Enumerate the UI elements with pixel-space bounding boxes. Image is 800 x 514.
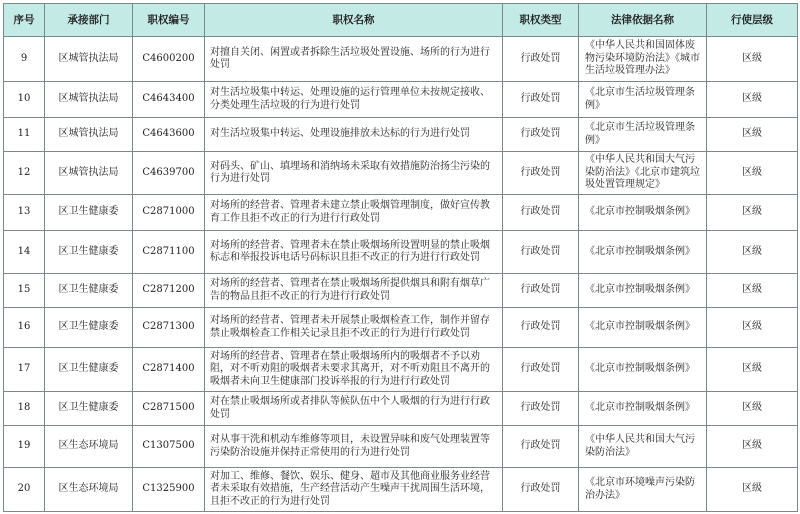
cell-code: C4600200	[133, 37, 205, 82]
cell-basis: 《北京市控制吸烟条例》	[579, 274, 707, 308]
cell-level: 区级	[707, 37, 798, 82]
cell-type: 行政处罚	[503, 426, 579, 468]
cell-type: 行政处罚	[503, 392, 579, 426]
cell-seq: 14	[4, 231, 45, 274]
cell-level: 区级	[707, 468, 798, 512]
cell-code: C2871400	[133, 348, 205, 392]
cell-code: C1325900	[133, 468, 205, 512]
cell-basis: 《北京市环境噪声污染防治办法》	[579, 468, 707, 512]
cell-code: C2871300	[133, 308, 205, 348]
cell-level: 区级	[707, 308, 798, 348]
cell-dept: 区城管执法局	[45, 37, 133, 82]
cell-type: 行政处罚	[503, 82, 579, 118]
cell-level: 区级	[707, 82, 798, 118]
cell-seq: 17	[4, 348, 45, 392]
cell-dept: 区城管执法局	[45, 118, 133, 152]
cell-type: 行政处罚	[503, 308, 579, 348]
cell-basis: 《北京市生活垃圾管理条例》	[579, 82, 707, 118]
authority-table	[3, 3, 798, 512]
cell-name: 对场所的经营者、管理者未在禁止吸烟场所设置明显的禁止吸烟标志和举报投诉电话号码标识且拒不改正的行为进行行政处罚	[205, 231, 503, 274]
cell-level: 区级	[707, 231, 798, 274]
cell-basis: 《北京市控制吸烟条例》	[579, 348, 707, 392]
cell-code: C2871200	[133, 274, 205, 308]
cell-dept: 区生态环境局	[45, 468, 133, 512]
cell-name: 对在禁止吸烟场所或者排队等候队伍中个人吸烟的行为进行行政处罚	[205, 392, 503, 426]
table-row	[4, 152, 798, 195]
table-row	[4, 118, 798, 152]
header-basis: 法律依据名称	[579, 4, 707, 37]
cell-basis: 《中华人民共和国固体废物污染环境防治法》《城市生活垃圾管理办法》	[579, 37, 707, 82]
table-row	[4, 348, 798, 392]
cell-type: 行政处罚	[503, 118, 579, 152]
cell-seq: 20	[4, 468, 45, 512]
cell-level: 区级	[707, 195, 798, 231]
cell-dept: 区城管执法局	[45, 152, 133, 195]
cell-type: 行政处罚	[503, 274, 579, 308]
cell-dept: 区生态环境局	[45, 426, 133, 468]
table-row	[4, 468, 798, 512]
cell-dept: 区城管执法局	[45, 82, 133, 118]
table-row	[4, 392, 798, 426]
cell-name: 对场所的经营者、管理者在禁止吸烟场所内的吸烟者不予以劝阻，对不听劝阻的吸烟者未要求其离开，对不听劝阻且不离开的吸烟者未向卫生健康部门投诉举报的行为进行行政处罚	[205, 348, 503, 392]
cell-code: C4639700	[133, 152, 205, 195]
cell-dept: 区卫生健康委	[45, 274, 133, 308]
cell-type: 行政处罚	[503, 195, 579, 231]
cell-seq: 19	[4, 426, 45, 468]
cell-level: 区级	[707, 274, 798, 308]
cell-basis: 《北京市控制吸烟条例》	[579, 392, 707, 426]
table-row	[4, 231, 798, 274]
cell-basis: 《北京市控制吸烟条例》	[579, 195, 707, 231]
cell-seq: 18	[4, 392, 45, 426]
cell-basis: 《中华人民共和国大气污染防治法》	[579, 426, 707, 468]
cell-code: C2871500	[133, 392, 205, 426]
cell-seq: 15	[4, 274, 45, 308]
cell-level: 区级	[707, 348, 798, 392]
cell-level: 区级	[707, 426, 798, 468]
table-row	[4, 82, 798, 118]
cell-code: C1307500	[133, 426, 205, 468]
cell-seq: 9	[4, 37, 45, 82]
cell-level: 区级	[707, 118, 798, 152]
cell-name: 对码头、矿山、填埋场和消纳场未采取有效措施防治扬尘污染的行为进行处罚	[205, 152, 503, 195]
cell-seq: 12	[4, 152, 45, 195]
cell-level: 区级	[707, 152, 798, 195]
cell-basis: 《北京市生活垃圾管理条例》	[579, 118, 707, 152]
table-row	[4, 37, 798, 82]
cell-seq: 11	[4, 118, 45, 152]
header-dept: 承接部门	[45, 4, 133, 37]
cell-type: 行政处罚	[503, 37, 579, 82]
cell-dept: 区卫生健康委	[45, 348, 133, 392]
cell-dept: 区卫生健康委	[45, 308, 133, 348]
header-code: 职权编号	[133, 4, 205, 37]
cell-basis: 《中华人民共和国大气污染防治法》《北京市建筑垃圾处置管理规定》	[579, 152, 707, 195]
cell-code: C2871000	[133, 195, 205, 231]
cell-type: 行政处罚	[503, 468, 579, 512]
cell-name: 对加工、维修、餐饮、娱乐、健身、超市及其他商业服务业经营者未采取有效措施，生产经营活动产生噪声干扰周围生活环境，且拒不改正的行为进行处罚	[205, 468, 503, 512]
cell-seq: 10	[4, 82, 45, 118]
cell-name: 对场所的经营者、管理者在禁止吸烟场所提供烟具和附有烟草广告的物品且拒不改正的行为进行行政处罚	[205, 274, 503, 308]
cell-code: C2871100	[133, 231, 205, 274]
cell-code: C4643600	[133, 118, 205, 152]
cell-dept: 区卫生健康委	[45, 195, 133, 231]
table-row	[4, 195, 798, 231]
cell-level: 区级	[707, 392, 798, 426]
cell-name: 对场所的经营者、管理者未建立禁止吸烟管理制度，做好宣传教育工作且拒不改正的行为进行行政处罚	[205, 195, 503, 231]
cell-name: 对生活垃圾集中转运、处理设施的运行管理单位未按规定接收、分类处理生活垃圾的行为进行处罚	[205, 82, 503, 118]
cell-dept: 区卫生健康委	[45, 392, 133, 426]
cell-basis: 《北京市控制吸烟条例》	[579, 231, 707, 274]
cell-name: 对擅自关闭、闲置或者拆除生活垃圾处置设施、场所的行为进行处罚	[205, 37, 503, 82]
header-seq: 序号	[4, 4, 45, 37]
header-level: 行使层级	[707, 4, 798, 37]
cell-seq: 16	[4, 308, 45, 348]
cell-type: 行政处罚	[503, 231, 579, 274]
cell-type: 行政处罚	[503, 348, 579, 392]
header-type: 职权类型	[503, 4, 579, 37]
cell-code: C4643400	[133, 82, 205, 118]
header-row	[4, 4, 798, 37]
header-name: 职权名称	[205, 4, 503, 37]
table-row	[4, 426, 798, 468]
cell-seq: 13	[4, 195, 45, 231]
cell-name: 对生活垃圾集中转运、处理设施排放未达标的行为进行处罚	[205, 118, 503, 152]
cell-type: 行政处罚	[503, 152, 579, 195]
cell-name: 对从事干洗和机动车维修等项目，未设置异味和废气处理装置等污染防治设施并保持正常使用的行为进行处罚	[205, 426, 503, 468]
table-row	[4, 308, 798, 348]
table-row	[4, 274, 798, 308]
cell-dept: 区卫生健康委	[45, 231, 133, 274]
cell-basis: 《北京市控制吸烟条例》	[579, 308, 707, 348]
cell-name: 对场所的经营者、管理者未开展禁止吸烟检查工作，制作并留存禁止吸烟检查工作相关记录且拒不改正的行为进行行政处罚	[205, 308, 503, 348]
